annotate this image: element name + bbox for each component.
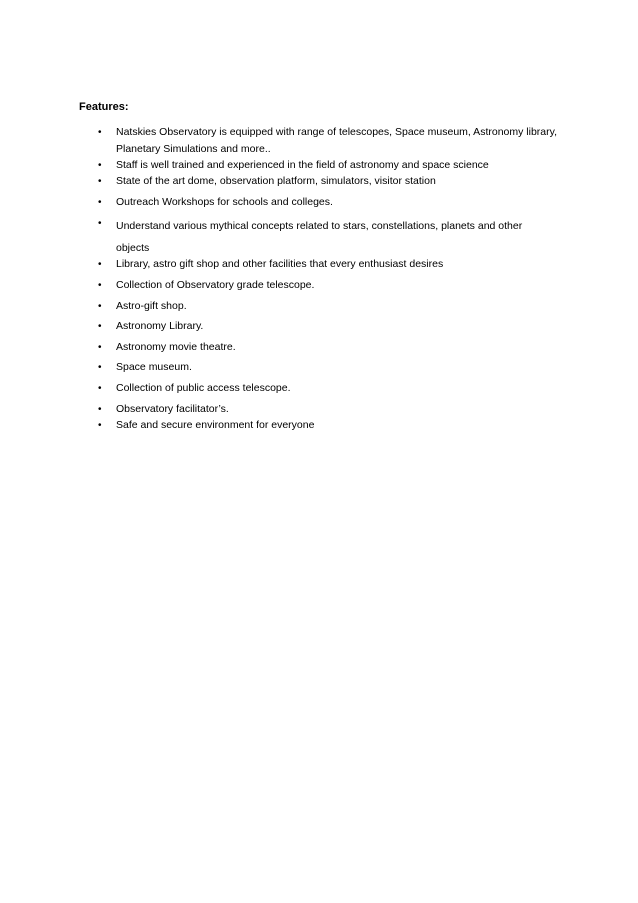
list-item (98, 277, 558, 294)
bullet-icon: • (98, 342, 102, 353)
bullet-icon: • (98, 404, 102, 415)
list-item-text: Safe and secure environment for everyone (116, 419, 315, 431)
list-item-text: Astronomy movie theatre. (116, 341, 236, 353)
list-item (98, 359, 558, 376)
list-item-text: State of the art dome, observation platform, simulators, visitor station (116, 175, 436, 187)
bullet-icon: • (98, 383, 102, 394)
list-item (98, 215, 558, 259)
list-item (98, 318, 558, 335)
list-item (98, 157, 558, 174)
bullet-icon: • (98, 160, 102, 171)
bullet-icon: • (98, 127, 102, 138)
list-item-text: Observatory facilitator’s. (116, 403, 229, 415)
bullet-icon: • (98, 280, 102, 291)
list-item (98, 380, 558, 397)
list-item-text: Collection of Observatory grade telescope. (116, 279, 315, 291)
list-item (98, 124, 558, 158)
bullet-icon: • (98, 362, 102, 373)
bullet-icon: • (98, 301, 102, 312)
list-item (98, 298, 558, 315)
list-item (98, 417, 558, 434)
bullet-icon: • (98, 259, 102, 270)
list-item-text: Astro-gift shop. (116, 300, 187, 312)
list-item (98, 173, 558, 190)
bullet-icon: • (98, 420, 102, 431)
list-item (98, 194, 558, 211)
list-item-text: Staff is well trained and experienced in the field of astronomy and space science (116, 159, 489, 171)
list-item-text: Outreach Workshops for schools and colleges. (116, 196, 333, 208)
list-item-text: Library, astro gift shop and other facilities that every enthusiast desires (116, 258, 444, 270)
list-item-text: Natskies Observatory is equipped with range of telescopes, Space museum, Astronomy library, Planetary Simulations and more.. (116, 126, 558, 155)
bullet-icon: • (98, 321, 102, 332)
features-heading: Features: (79, 101, 129, 113)
list-item (98, 339, 558, 356)
list-item (98, 256, 558, 273)
bullet-icon: • (98, 218, 102, 229)
bullet-icon: • (98, 176, 102, 187)
list-item (98, 401, 558, 418)
list-item-text: Space museum. (116, 361, 192, 373)
list-item-text: Understand various mythical concepts related to stars, constellations, planets and other objects (116, 220, 523, 254)
list-item-text: Collection of public access telescope. (116, 382, 291, 394)
bullet-icon: • (98, 197, 102, 208)
list-item-text: Astronomy Library. (116, 320, 204, 332)
